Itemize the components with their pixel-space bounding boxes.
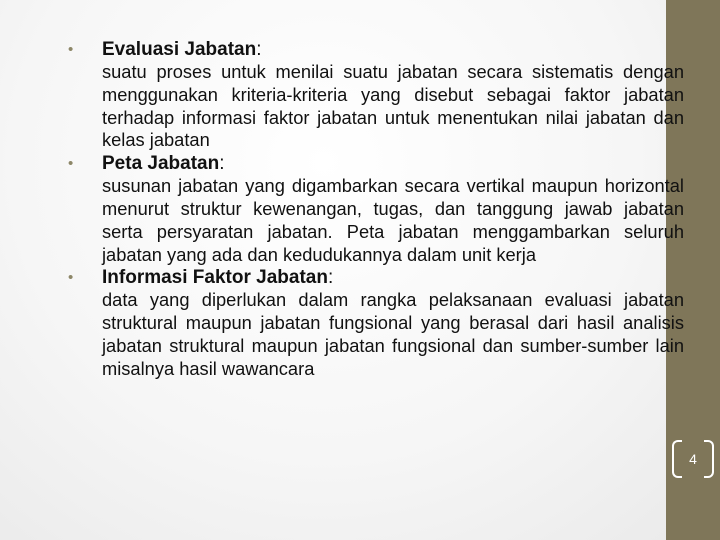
term-definition: susunan jabatan yang digambarkan secara vertikal maupun horizontal menurut struktur kewenangan, tugas, dan tanggung jawab jabatan serta persyaratan jabatan. Peta jabatan menggambarkan seluruh jabatan yang ada dan kedudukannya dalam unit kerja xyxy=(102,175,684,265)
term-title: Evaluasi Jabatan xyxy=(102,39,257,60)
term-definition: data yang diperlukan dalam rangka pelaksanaan evaluasi jabatan struktural maupun jabatan fungsional yang berasal dari hasil analisis jabatan struktural maupun jabatan fungsional dan sumber-sumber lain misalnya hasil wawancara xyxy=(102,289,684,379)
bullet-icon: • xyxy=(68,155,74,173)
term-heading xyxy=(102,152,684,175)
term-definition: suatu proses untuk menilai suatu jabatan secara sistematis dengan menggunakan kriteria-kriteria yang disebut sebagai faktor jabatan terhadap informasi faktor jabatan untuk menentukan nilai jabatan dan kelas jabatan xyxy=(102,61,684,151)
term-colon: : xyxy=(256,39,262,60)
term-title: Informasi Faktor Jabatan xyxy=(102,267,328,289)
bullet-item-evaluasi-jabatan xyxy=(68,38,684,152)
term-heading xyxy=(102,38,684,61)
bullet-item-informasi-faktor-jabatan xyxy=(68,266,684,380)
term-colon: : xyxy=(327,267,334,289)
bullet-item-peta-jabatan xyxy=(68,152,684,266)
bullet-icon: • xyxy=(68,269,74,287)
page-number: 4 xyxy=(689,451,697,467)
term-colon: : xyxy=(219,153,225,175)
page-number-badge xyxy=(672,440,714,476)
term-heading xyxy=(102,266,684,289)
slide-content xyxy=(68,38,684,381)
bullet-icon: • xyxy=(68,41,74,58)
term-title: Peta Jabatan xyxy=(102,153,220,175)
